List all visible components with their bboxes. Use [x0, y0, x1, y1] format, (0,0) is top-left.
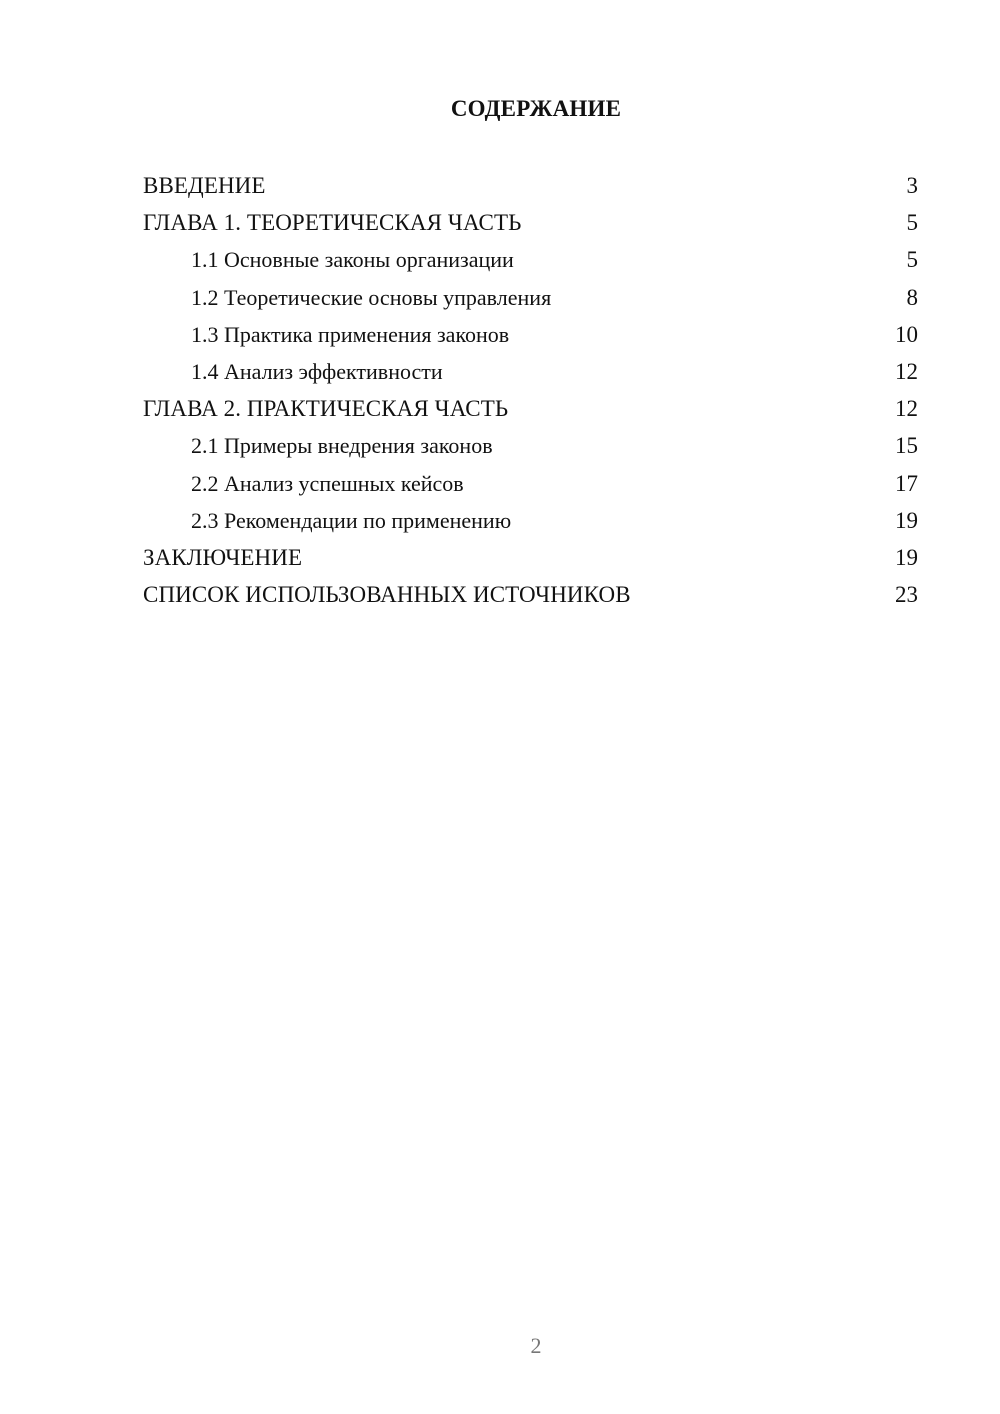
toc-entry-label: 1.2 Теоретические основы управления — [191, 284, 552, 310]
toc-entry-page: 19 — [895, 544, 918, 570]
toc-entry-section-2-2 — [143, 465, 918, 502]
toc-entry-chapter-1 — [143, 204, 918, 241]
toc-entry-references — [143, 576, 918, 613]
toc-entry-page: 3 — [906, 173, 918, 198]
toc-entry-section-1-1 — [143, 241, 918, 278]
toc-entry-label: ВВЕДЕНИЕ — [143, 173, 266, 198]
table-of-contents — [143, 167, 918, 613]
toc-entry-label: 1.1 Основные законы организации — [191, 247, 514, 273]
toc-entry-page: 5 — [906, 210, 918, 236]
toc-entry-label: ГЛАВА 2. ПРАКТИЧЕСКАЯ ЧАСТЬ — [143, 396, 509, 422]
toc-entry-page: 12 — [895, 358, 918, 384]
toc-entry-page: 12 — [895, 396, 918, 422]
toc-entry-conclusion — [143, 539, 918, 576]
toc-entry-page: 10 — [895, 321, 918, 347]
toc-entry-section-2-1 — [143, 427, 918, 464]
toc-entry-chapter-2 — [143, 390, 918, 427]
toc-entry-page: 5 — [906, 247, 918, 273]
toc-entry-section-1-2 — [143, 279, 918, 316]
page-title: СОДЕРЖАНИЕ — [450, 96, 622, 121]
toc-entry-page: 19 — [895, 507, 918, 533]
toc-entry-section-1-3 — [143, 316, 918, 353]
toc-entry-label: 2.3 Рекомендации по применению — [191, 507, 512, 533]
toc-entry-section-1-4 — [143, 353, 918, 390]
toc-entry-label: 2.1 Примеры внедрения законов — [191, 433, 493, 459]
toc-entry-label: СПИСОК ИСПОЛЬЗОВАННЫХ ИСТОЧНИКОВ — [143, 582, 631, 608]
toc-entry-label: 1.3 Практика применения законов — [191, 321, 510, 347]
toc-entry-label: 2.2 Анализ успешных кейсов — [191, 470, 464, 496]
toc-entry-label: ЗАКЛЮЧЕНИЕ — [143, 544, 303, 570]
toc-entry-introduction — [143, 167, 918, 204]
toc-entry-page: 17 — [895, 470, 918, 496]
toc-entry-page: 15 — [895, 433, 918, 459]
toc-entry-section-2-3 — [143, 502, 918, 539]
toc-entry-page: 23 — [895, 582, 918, 608]
toc-entry-label: 1.4 Анализ эффективности — [191, 358, 443, 384]
page-number: 2 — [530, 1333, 542, 1358]
toc-entry-label: ГЛАВА 1. ТЕОРЕТИЧЕСКАЯ ЧАСТЬ — [143, 210, 522, 236]
toc-entry-page: 8 — [906, 284, 918, 310]
